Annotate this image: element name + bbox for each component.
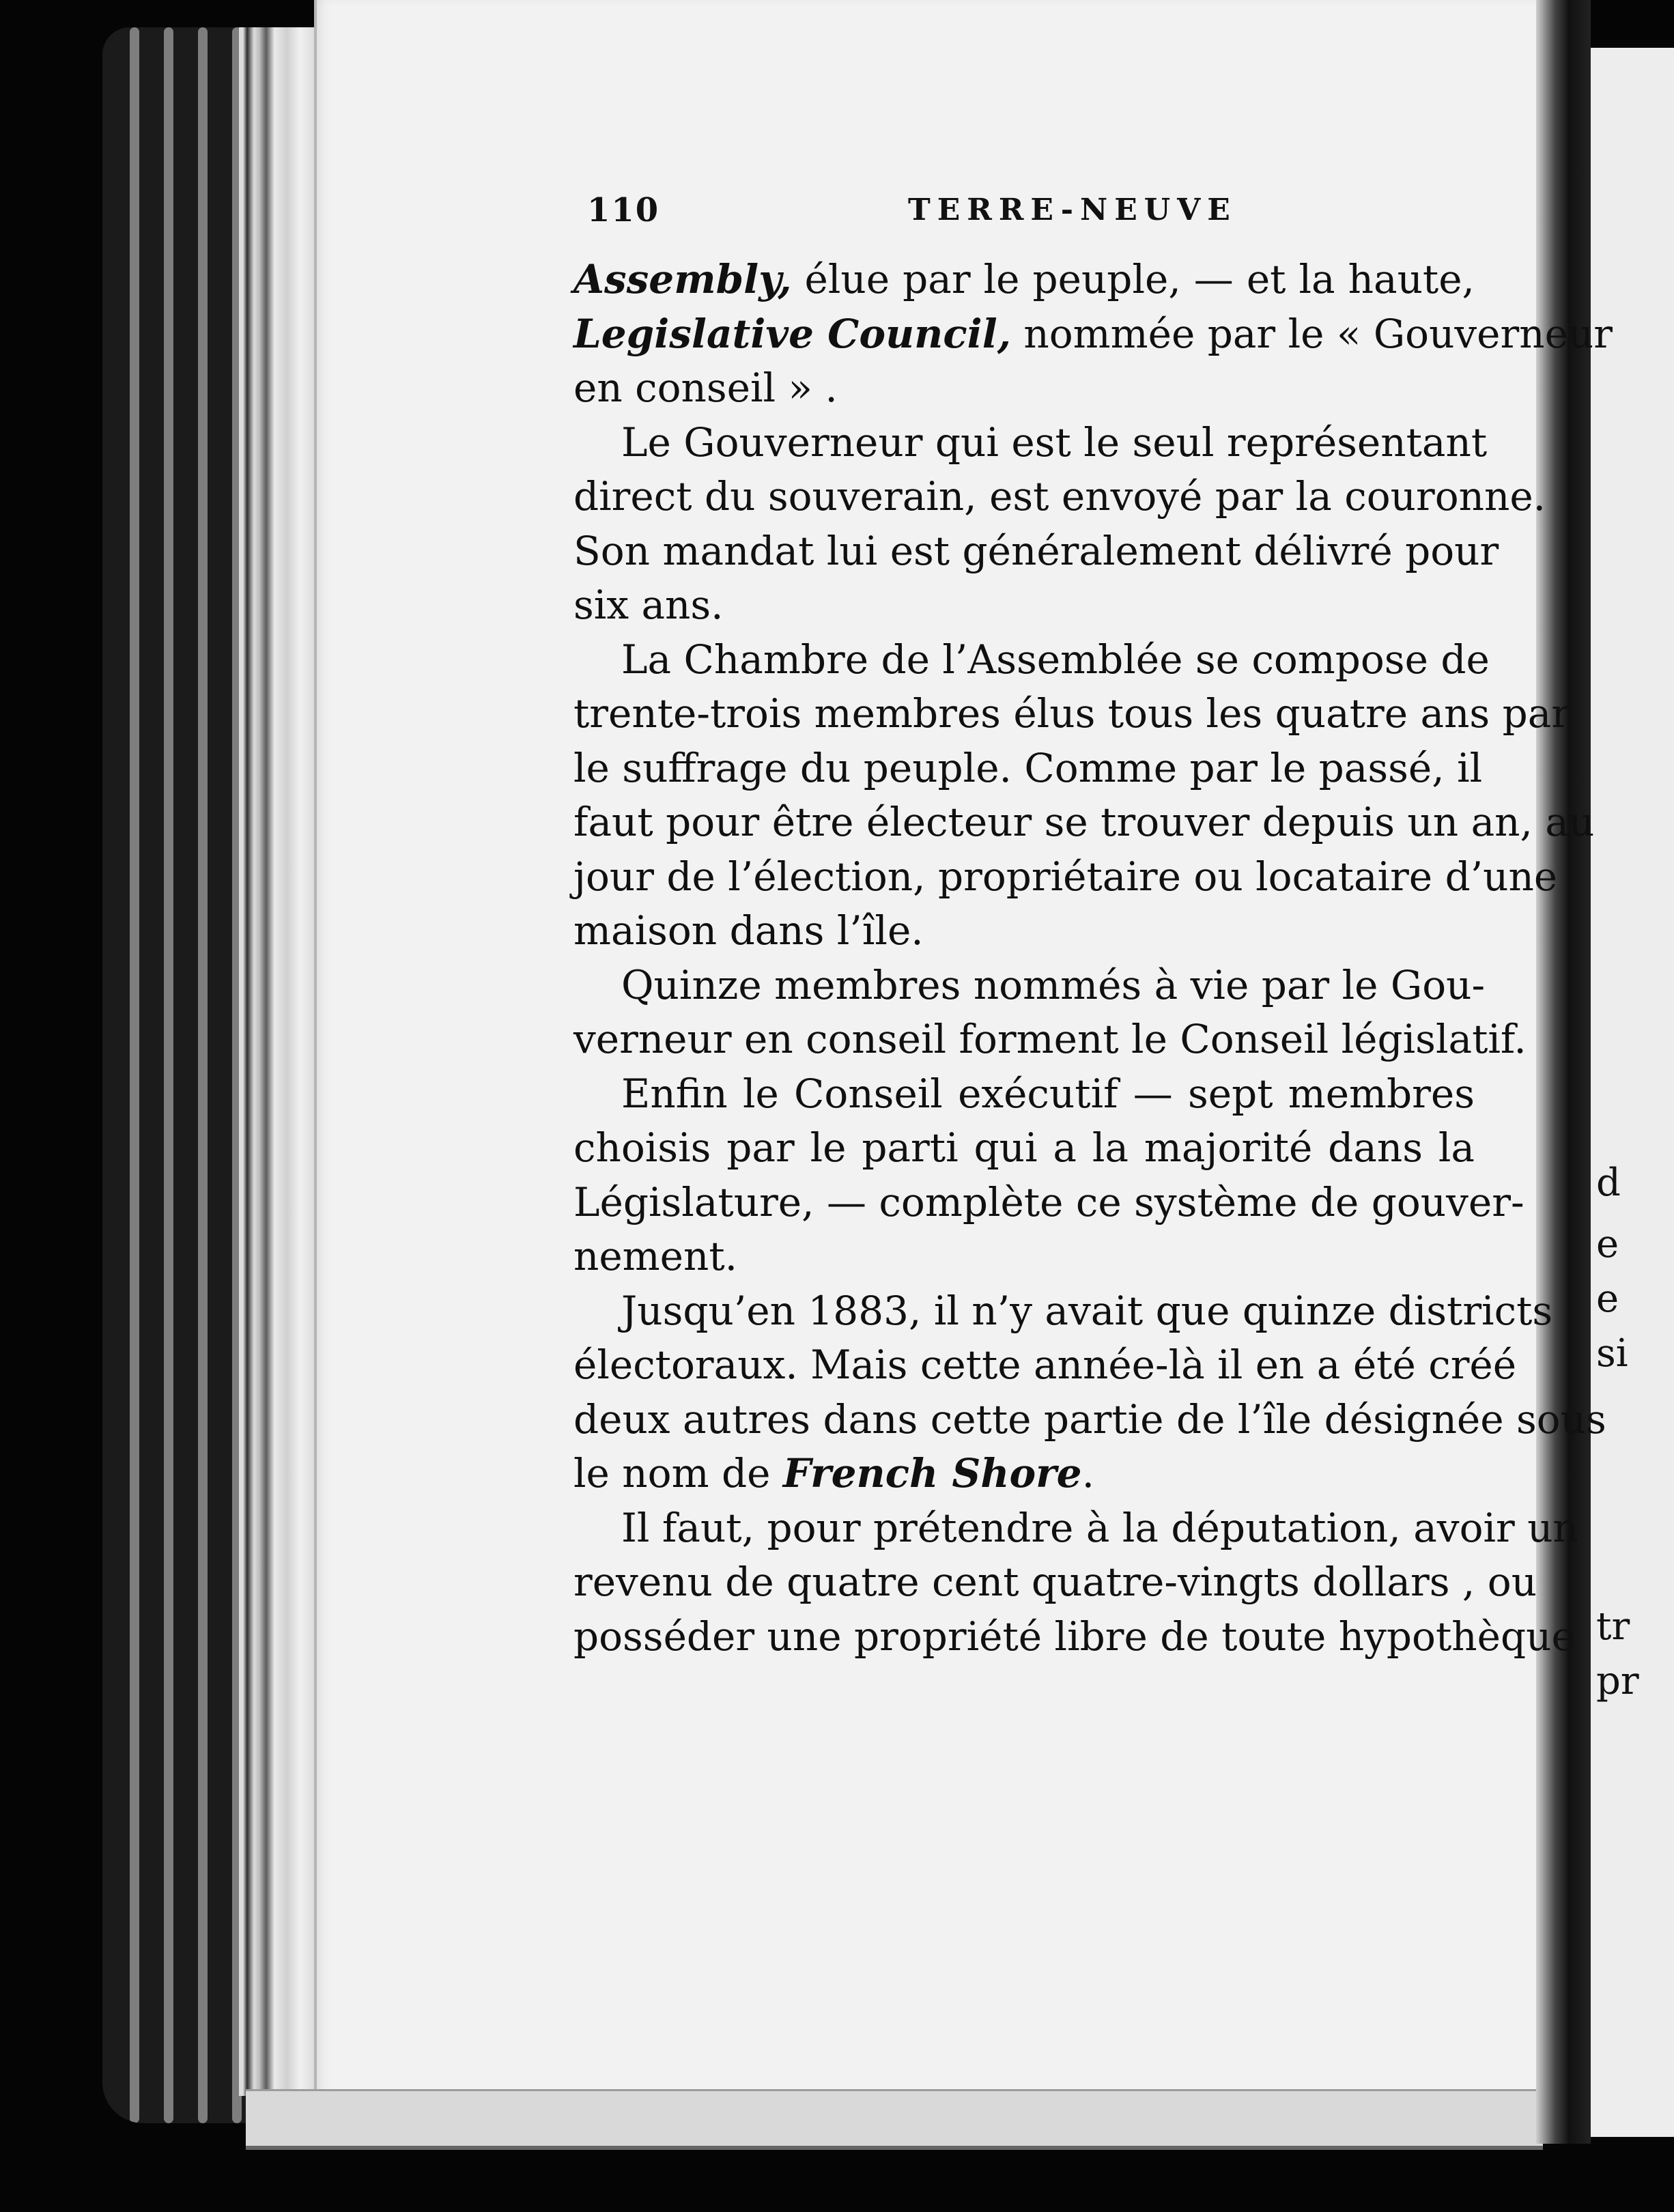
text-line: [573, 907, 1475, 954]
text-line: [573, 744, 1483, 791]
text-line: [573, 1124, 1475, 1171]
text-line: [573, 636, 1490, 683]
adjacent-page-letters: d: [1596, 1161, 1621, 1205]
adjacent-page-fragment: [1591, 48, 1674, 2137]
text-run: Jusqu’en 1883, il n’y avait que quinze districts: [621, 1287, 1553, 1334]
text-run: faut pour être électeur se trouver depuis un an, au: [573, 799, 1595, 845]
text-line: [573, 1342, 1517, 1388]
page-stack: [239, 27, 314, 2096]
text-run: maison dans l’île.: [573, 907, 924, 954]
text-run: élue par le peuple, — et la haute,: [791, 256, 1475, 302]
text-line: [573, 1395, 1606, 1443]
text-run: verneur en conseil forment le Conseil législatif.: [573, 1016, 1527, 1062]
text-run: La Chambre de l’Assemblée se compose de: [621, 636, 1490, 683]
text-run: Il faut, pour prétendre à la députation, avoir un: [621, 1504, 1578, 1551]
adjacent-page-letters: e: [1596, 1222, 1619, 1266]
text-run: nement.: [573, 1233, 738, 1279]
text-run: trente-trois membres élus tous les quatre ans par: [573, 690, 1571, 737]
text-run: le suffrage du peuple. Comme par le passé, il: [573, 744, 1483, 791]
running-head: [587, 191, 1475, 232]
text-run: électoraux. Mais cette année-là il en a été créé: [573, 1342, 1517, 1388]
text-line: [573, 799, 1595, 845]
text-run: Son mandat lui est généralement délivré pour: [573, 527, 1499, 574]
text-line: [573, 527, 1499, 574]
text-run: revenu de quatre cent quatre-vingts dollars , ou: [573, 1559, 1537, 1605]
text-line: [573, 310, 1613, 357]
text-run: Enfin le Conseil exécutif — sept membres: [621, 1070, 1475, 1117]
italic-term: Assembly,: [573, 256, 792, 302]
text-line: [573, 1450, 1475, 1497]
adjacent-page-letters: e: [1596, 1277, 1619, 1321]
text-run: .: [1081, 1450, 1095, 1497]
running-title: TERRE-NEUVE: [908, 193, 1237, 227]
text-line: [573, 256, 1475, 302]
text-run: Législature, — complète ce système de gouver-: [573, 1178, 1524, 1225]
text-line: [573, 690, 1571, 737]
text-run: en conseil » .: [573, 365, 838, 411]
text-run: le nom de: [573, 1450, 783, 1497]
text-run: choisis par le parti qui a la majorité dans la: [573, 1124, 1475, 1171]
text-line: [573, 961, 1486, 1008]
text-line: [573, 1016, 1527, 1062]
text-line: [573, 1233, 1475, 1279]
text-line: [573, 1559, 1537, 1605]
text-run: posséder une propriété libre de toute hypothèque: [573, 1613, 1575, 1660]
text-run: Quinze membres nommés à vie par le Gou-: [621, 961, 1486, 1008]
text-line: [573, 1613, 1575, 1660]
adjacent-page-letters: pr: [1596, 1659, 1639, 1703]
text-line: [573, 1178, 1524, 1225]
text-run: nommée par le « Gouverneur: [1010, 310, 1613, 357]
text-line: [573, 1504, 1578, 1551]
text-line: [573, 365, 1475, 411]
adjacent-page-letters: si: [1596, 1331, 1628, 1376]
text-run: Le Gouverneur qui est le seul représentant: [621, 419, 1488, 466]
page-bottom-edge: [246, 2089, 1543, 2150]
adjacent-page-letters: tr: [1596, 1604, 1630, 1649]
text-run: jour de l’élection, propriétaire ou locataire d’une: [573, 853, 1558, 900]
page-number: 110: [587, 191, 660, 229]
text-line: [573, 853, 1558, 900]
text-line: [573, 419, 1488, 466]
text-line: [573, 473, 1546, 520]
text-line: [573, 582, 1475, 628]
text-run: direct du souverain, est envoyé par la couronne.: [573, 473, 1546, 520]
italic-term: Legislative Council,: [573, 310, 1011, 357]
italic-term: French Shore: [782, 1450, 1082, 1497]
text-run: six ans.: [573, 582, 724, 628]
text-line: [573, 1287, 1553, 1334]
text-line: [573, 1070, 1475, 1117]
text-run: deux autres dans cette partie de l’île désignée sous: [573, 1395, 1606, 1443]
